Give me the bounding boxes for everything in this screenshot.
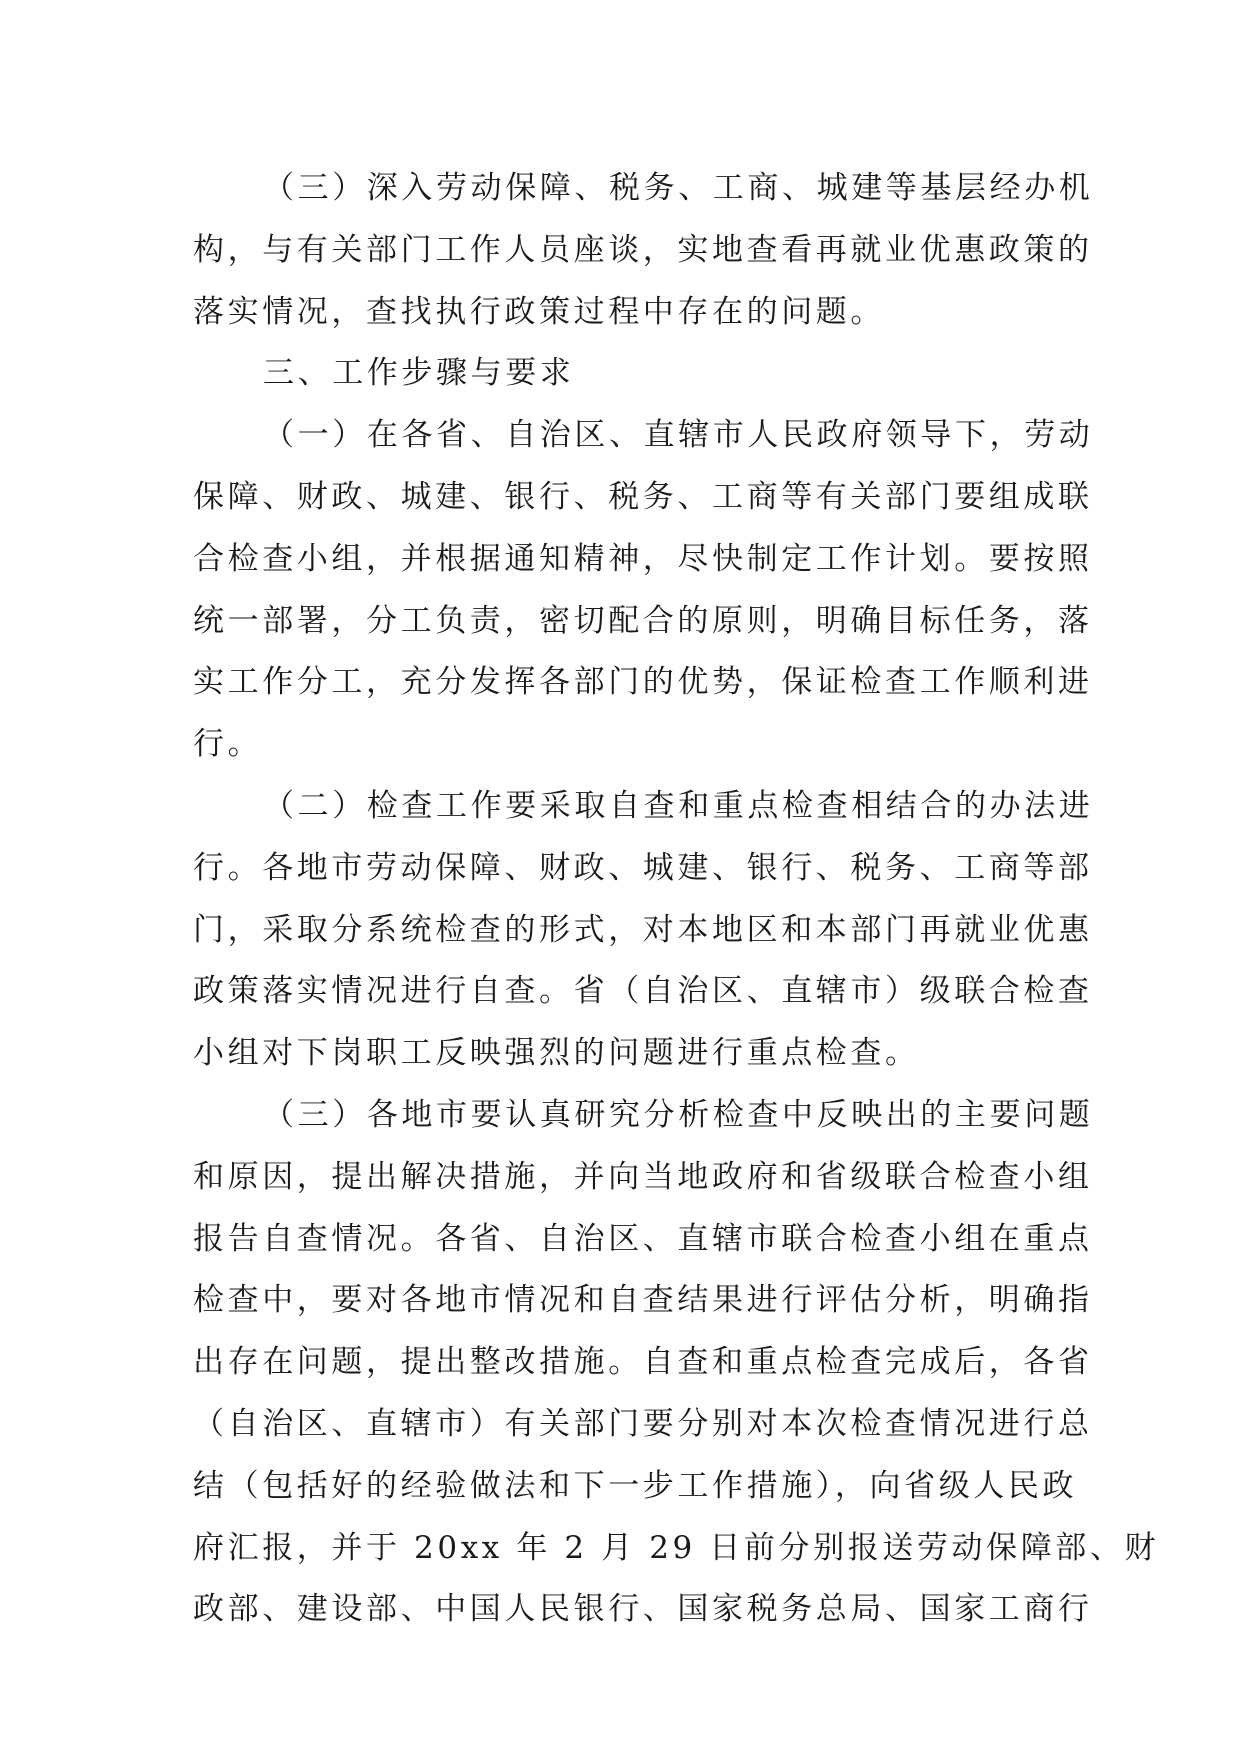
text-line: 合检查小组，并根据通知精神，尽快制定工作计划。要按照 [193, 540, 1093, 577]
text-line: （三）深入劳动保障、税务、工商、城建等基层经办机 [263, 170, 1094, 206]
text-line: 检查中，要对各地市情况和自查结果进行评估分析，明确指 [193, 1282, 1093, 1319]
text-line: 府汇报，并于 20xx 年 2 月 29 日前分别报送劳动保障部、财 [193, 1529, 1160, 1566]
section-heading: 三、工作步骤与要求 [263, 355, 575, 392]
text-line: 落实情况，查找执行政策过程中存在的问题。 [193, 293, 885, 330]
text-line: 实工作分工，充分发挥各部门的优势，保证检查工作顺利进 [193, 664, 1093, 701]
text-line: 和原因，提出解决措施，并向当地政府和省级联合检查小组 [193, 1158, 1093, 1195]
text-line: （自治区、直辖市）有关部门要分别对本次检查情况进行总 [193, 1405, 1093, 1442]
text-line: （三）各地市要认真研究分析检查中反映出的主要问题 [263, 1096, 1094, 1133]
text-line: 报告自查情况。各省、自治区、直辖市联合检查小组在重点 [193, 1220, 1093, 1257]
text-line: 出存在问题，提出整改措施。自查和重点检查完成后，各省 [193, 1344, 1093, 1381]
body-text [193, 158, 1160, 1641]
text-line: 结（包括好的经验做法和下一步工作措施），向省级人民政 [193, 1467, 1078, 1504]
text-line: 行。 [193, 726, 263, 763]
text-line: （一）在各省、自治区、直辖市人民政府领导下，劳动 [263, 417, 1094, 454]
text-line: 门，采取分系统检查的形式，对本地区和本部门再就业优惠 [193, 911, 1093, 948]
text-line: 构，与有关部门工作人员座谈，实地查看再就业优惠政策的 [193, 231, 1093, 268]
text-line: 行。各地市劳动保障、财政、城建、银行、税务、工商等部 [193, 849, 1093, 886]
text-line: （二）检查工作要采取自查和重点检查相结合的办法进 [263, 787, 1094, 824]
text-line: 政部、建设部、中国人民银行、国家税务总局、国家工商行 [193, 1591, 1093, 1628]
text-line: 保障、财政、城建、银行、税务、工商等有关部门要组成联 [193, 478, 1093, 515]
text-line: 政策落实情况进行自查。省（自治区、直辖市）级联合检查 [193, 973, 1093, 1010]
text-line: 小组对下岗职工反映强烈的问题进行重点检查。 [193, 1035, 920, 1072]
text-line: 统一部署，分工负责，密切配合的原则，明确目标任务，落 [193, 602, 1093, 639]
